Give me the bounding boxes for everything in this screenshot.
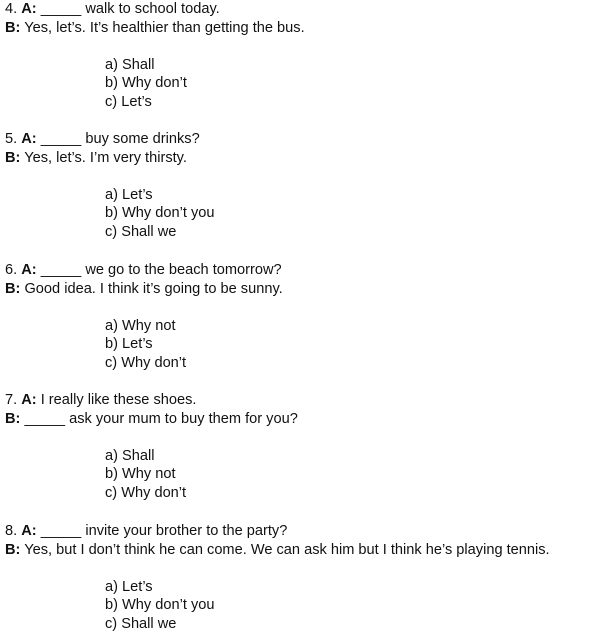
- speaker-a-label: A:: [21, 1, 37, 17]
- line-b: [5, 149, 605, 168]
- option-b[interactable]: b) Why don’t: [105, 75, 187, 91]
- option-c[interactable]: c) Why don’t: [105, 484, 187, 501]
- line-a-text: _____ we go to the beach tomorrow?: [36, 262, 282, 278]
- option-a[interactable]: a) Shall: [105, 447, 155, 464]
- question-number: 5.: [5, 131, 18, 147]
- line-a: [5, 130, 605, 149]
- line-b-text: Yes, let’s. I’m very thirsty.: [20, 149, 187, 166]
- line-a-text: _____ buy some drinks?: [36, 131, 200, 147]
- option-b[interactable]: b) Let’s: [105, 336, 153, 352]
- speaker-a-label: A:: [21, 131, 37, 147]
- answer-options: [5, 447, 605, 503]
- option-c[interactable]: c) Shall we: [105, 223, 177, 240]
- line-a: [5, 0, 605, 19]
- line-b: [5, 541, 605, 560]
- question-6: [5, 261, 605, 372]
- line-a-text: _____ walk to school today.: [36, 1, 220, 17]
- option-b[interactable]: b) Why don’t you: [105, 205, 215, 221]
- line-b-text: Good idea. I think it’s going to be sunny.: [20, 280, 283, 297]
- option-b[interactable]: b) Why don’t you: [105, 597, 215, 613]
- line-a-text: I really like these shoes.: [36, 392, 197, 408]
- question-4: [5, 0, 605, 111]
- question-number: 4.: [5, 1, 18, 17]
- question-number: 7.: [5, 392, 18, 408]
- line-b-text: Yes, let’s. It’s healthier than getting the bus.: [20, 19, 305, 36]
- line-b: [5, 280, 605, 299]
- speaker-b-label: B:: [5, 149, 21, 166]
- option-a[interactable]: a) Why not: [105, 317, 176, 334]
- answer-options: [5, 578, 605, 634]
- speaker-b-label: B:: [5, 280, 21, 297]
- option-c[interactable]: c) Why don’t: [105, 354, 187, 371]
- option-c[interactable]: c) Let’s: [105, 93, 152, 110]
- option-a[interactable]: a) Let’s: [105, 578, 153, 595]
- question-8: [5, 522, 605, 633]
- line-a: [5, 391, 605, 410]
- option-a[interactable]: a) Let’s: [105, 186, 153, 203]
- speaker-b-label: B:: [5, 541, 21, 558]
- answer-options: [5, 317, 605, 373]
- speaker-a-label: A:: [21, 523, 37, 539]
- line-b-text: _____ ask your mum to buy them for you?: [20, 410, 298, 427]
- speaker-b-label: B:: [5, 19, 21, 36]
- line-b: [5, 19, 605, 38]
- speaker-b-label: B:: [5, 410, 21, 427]
- line-a: [5, 522, 605, 541]
- line-b-text: Yes, but I don’t think he can come. We can ask him but I think he’s playing tennis.: [20, 541, 550, 558]
- line-a-text: _____ invite your brother to the party?: [36, 523, 288, 539]
- speaker-a-label: A:: [21, 392, 37, 408]
- line-a: [5, 261, 605, 280]
- question-7: [5, 391, 605, 502]
- question-number: 6.: [5, 262, 18, 278]
- question-number: 8.: [5, 523, 18, 539]
- line-b: [5, 410, 605, 429]
- speaker-a-label: A:: [21, 262, 37, 278]
- option-c[interactable]: c) Shall we: [105, 615, 177, 632]
- question-5: [5, 130, 605, 241]
- option-a[interactable]: a) Shall: [105, 56, 155, 73]
- answer-options: [5, 56, 605, 112]
- answer-options: [5, 186, 605, 242]
- option-b[interactable]: b) Why not: [105, 466, 176, 482]
